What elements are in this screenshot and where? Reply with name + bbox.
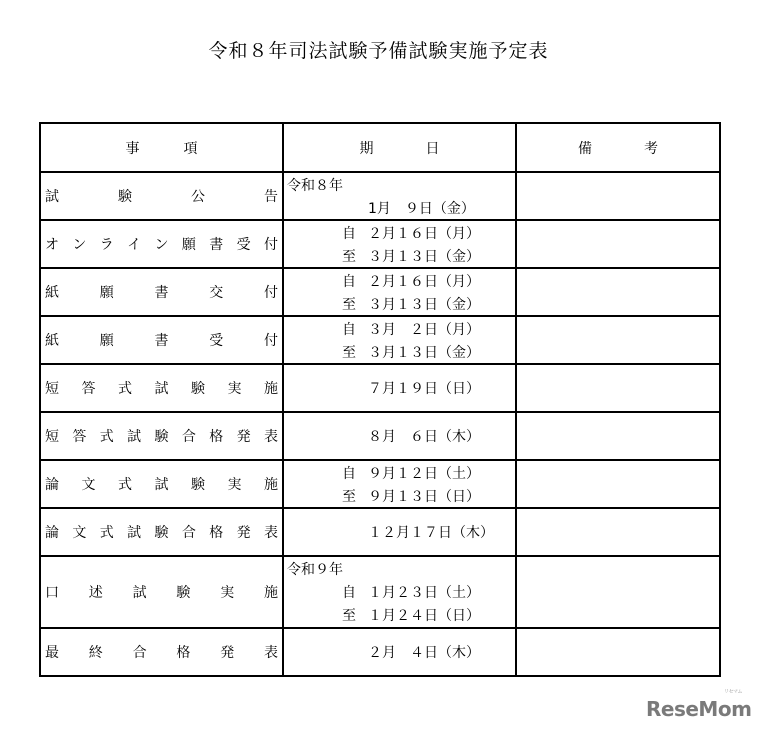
event-cell [40,556,283,628]
date-line [284,641,515,664]
date-value: ３月１３日（金） [368,344,480,361]
date-value: ２月１６日（月） [368,273,480,290]
date-cell [283,268,516,316]
event-char: 表 [263,645,278,661]
range-prefix: 自 [342,321,356,338]
date-value: １月２３日（土） [368,585,480,601]
event-char: 交 [209,285,224,301]
event-char: 発 [236,525,251,541]
date-cell [283,460,516,508]
event-char: 試 [154,381,169,397]
date-line [284,196,515,219]
event-char: 終 [88,645,103,661]
header-note: 備 考 [516,123,720,172]
event-char: 式 [99,525,114,541]
table-row [40,628,720,676]
event-char: 合 [181,429,196,445]
date-value: １２月１７日（木） [368,525,494,541]
event-char: 格 [209,429,224,445]
event-char: 文 [72,525,87,541]
event-char: 口 [45,585,59,601]
event-cell [40,508,283,556]
date-value: ３月１３日（金） [368,296,480,313]
event-char: 書 [154,333,169,349]
event-char: 文 [81,477,96,493]
event-char: 願 [99,285,114,301]
event-char: 述 [88,585,103,601]
table-row [40,460,720,508]
event-char: 験 [154,429,169,445]
date-line [284,377,515,400]
table-row [40,508,720,556]
event-char: 実 [220,585,235,601]
event-char: 発 [220,645,235,661]
event-char: 試 [45,189,59,205]
event-char: 最 [45,645,59,661]
date-value: ３月１３日（金） [368,248,480,265]
date-cell [283,628,516,676]
event-char: 付 [264,237,278,253]
event-char: 験 [154,525,169,541]
event-cell [40,172,283,220]
event-char: 施 [264,477,278,493]
range-prefix: 自 [342,225,356,242]
event-char: 表 [264,525,278,541]
event-char: 付 [264,285,278,301]
note-cell [516,316,720,364]
event-char: 付 [264,333,278,349]
date-value: ３月 ２日（月） [368,321,480,338]
note-cell [516,412,720,460]
event-char: 試 [132,585,147,601]
event-cell [40,268,283,316]
note-cell [516,508,720,556]
event-char: 紙 [45,333,59,349]
event-char: 験 [118,189,132,205]
range-prefix: 至 [342,248,356,265]
event-char: 願 [181,237,196,253]
date-line [284,340,515,363]
date-value: ７月１９日（日） [368,381,480,397]
page-title: 令和８年司法試験予備試験実施予定表 [208,40,549,62]
event-char: 試 [154,477,169,493]
range-prefix: 自 [342,273,356,290]
date-value: ２月１６日（月） [368,225,480,242]
range-prefix: 至 [342,344,356,361]
date-value: ９月１３日（日） [368,488,480,505]
note-cell [516,268,720,316]
schedule-table [39,122,721,677]
date-line [284,292,515,315]
date-value: ８月 ６日（木） [368,429,480,445]
date-cell [283,508,516,556]
event-cell [40,628,283,676]
event-char: 試 [127,429,142,445]
range-prefix: 至 [342,608,356,624]
event-char: 答 [81,381,96,397]
range-prefix: 至 [342,488,356,505]
table-row [40,220,720,268]
event-char: 受 [209,333,224,349]
event-char: 合 [132,645,147,661]
event-char: 験 [191,381,205,397]
event-char: 論 [45,477,59,493]
event-char: ン [154,237,169,253]
date-line [284,425,515,448]
event-char: 書 [154,285,169,301]
event-char: 施 [263,585,278,601]
note-cell [516,556,720,628]
table-row [40,556,720,628]
table-header-row [40,123,720,172]
date-cell [283,316,516,364]
event-char: 論 [45,525,59,541]
event-char: 試 [127,525,142,541]
date-value: ２月 ４日（木） [368,645,480,661]
resemom-logo: ReseMom リセマム [646,689,752,721]
header-date: 期 日 [283,123,516,172]
date-cell [283,412,516,460]
event-cell [40,460,283,508]
range-prefix: 自 [342,585,356,601]
date-line [284,244,515,267]
note-cell [516,364,720,412]
note-cell [516,460,720,508]
event-char: 答 [72,429,87,445]
event-char: イ [127,237,142,253]
event-char: 発 [236,429,251,445]
note-cell [516,220,720,268]
event-char: 施 [264,381,278,397]
event-char: オ [45,237,59,253]
range-prefix: 至 [342,296,356,313]
event-char: 短 [45,429,59,445]
date-value: １月２４日（日） [368,608,480,624]
date-value: 1月 ９日（金） [368,200,475,217]
date-value: ９月１２日（土） [368,465,480,482]
header-item: 事 項 [40,123,283,172]
event-char: 願 [99,333,114,349]
table-row [40,364,720,412]
date-cell [283,556,516,628]
event-char: 格 [209,525,224,541]
event-char: 紙 [45,285,59,301]
event-char: 格 [176,645,191,661]
event-char: 験 [176,585,191,601]
event-cell [40,220,283,268]
date-cell [283,364,516,412]
event-char: 実 [227,477,242,493]
date-line [284,317,515,340]
date-line [284,269,515,292]
date-cell [283,172,516,220]
event-char: 験 [191,477,205,493]
event-char: 式 [118,477,132,493]
event-cell [40,412,283,460]
event-char: ン [72,237,87,253]
note-cell [516,172,720,220]
table-row [40,412,720,460]
date-line [284,521,515,544]
event-char: 書 [209,237,224,253]
date-line [284,461,515,484]
event-char: 実 [227,381,242,397]
event-char: 公 [191,189,205,205]
event-char: 式 [99,429,114,445]
event-char: 合 [181,525,196,541]
event-char: 短 [45,381,59,397]
table-row [40,316,720,364]
era-label: 令和９年 [287,562,343,578]
table-row [40,268,720,316]
event-char: 受 [236,237,251,253]
date-line [284,484,515,507]
date-cell [283,220,516,268]
event-char: ラ [99,237,114,253]
range-prefix: 自 [342,465,356,482]
event-cell [40,364,283,412]
event-char: 式 [118,381,132,397]
table-row [40,172,720,220]
note-cell [516,628,720,676]
event-cell [40,316,283,364]
era-label: 令和８年 [287,177,343,194]
date-line [284,221,515,244]
date-line [284,581,515,604]
date-line [284,604,515,627]
event-char: 表 [264,429,278,445]
event-char: 告 [264,189,278,205]
